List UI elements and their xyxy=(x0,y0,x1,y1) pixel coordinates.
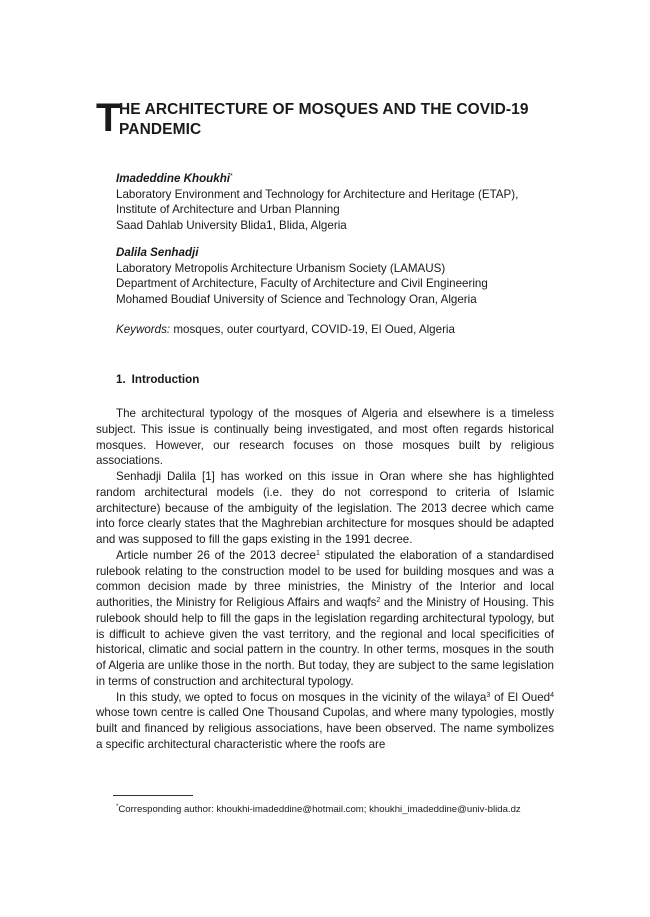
paragraph-4: In this study, we opted to focus on mosques in the vicinity of the wilaya$^3$ of El Oued$^4$ whose town centre is called One Thousand Cupolas, and where many typologies, mostly built and financed by religious associations, have been observed. The name symbolizes a specific architectural characteristic where the roofs are xyxy=(96,690,554,751)
section-title: Introduction xyxy=(131,373,200,386)
affiliation-line: Laboratory Metropolis Architecture Urbanism Society (LAMAUS) xyxy=(116,261,446,275)
affiliation-line: Laboratory Environment and Technology for Architecture and Heritage (ETAP), xyxy=(116,187,519,201)
paper-title xyxy=(96,98,566,140)
footnote xyxy=(116,803,521,816)
section-number: 1. xyxy=(116,373,126,386)
keywords-text: mosques, outer courtyard, COVID-19, El Oued, Algeria xyxy=(173,323,455,336)
author-name: Imadeddine Khoukhi xyxy=(116,172,231,185)
body-text xyxy=(96,406,554,753)
author-block xyxy=(116,171,566,319)
footnote-text: Corresponding author: khoukhi-imadeddine@hotmail.com; khoukhi_imadeddine@univ-blida.dz xyxy=(118,804,521,815)
keywords-label: Keywords: xyxy=(116,323,171,336)
footnote-ref: 1 xyxy=(315,549,320,557)
affiliation-line: Department of Architecture, Faculty of Architecture and Civil Engineering xyxy=(116,277,488,290)
author-2 xyxy=(116,245,566,307)
affiliation-line: Saad Dahlab University Blida1, Blida, Algeria xyxy=(116,218,347,232)
title-drop-cap: T xyxy=(96,96,121,140)
footnote-divider xyxy=(113,795,193,796)
author-1 xyxy=(116,171,566,233)
footnote-ref: 3 xyxy=(486,691,491,699)
affiliation-line: Mohamed Boudiaf University of Science and Technology Oran, Algeria xyxy=(116,292,477,306)
title-text: HE ARCHITECTURE OF MOSQUES AND THE COVID-19 PANDEMIC xyxy=(119,101,529,138)
affiliation-line: Institute of Architecture and Urban Planning xyxy=(116,203,340,216)
paragraph-2: Senhadji Dalila [1] has worked on this issue in Oran where she has highlighted random architectural models (i.e. they do not correspond to criteria of Islamic architecture) because of the ambiguity of the legislation. The 2013 decree which came into force clearly states that the Maghrebian architecture for mosques should be adapted and was supposed to fill the gaps existing in the 1991 decree. xyxy=(96,470,554,546)
corresponding-author-mark: * xyxy=(230,173,233,180)
section-heading xyxy=(116,373,205,386)
keywords-line xyxy=(116,322,455,338)
paragraph-3: Article number 26 of the 2013 decree$^1$ stipulated the elaboration of a standardised rulebook relating to the construction model to be used for building mosques and was a common decision made by three ministries, the Ministry of the Interior and local authorities, the Ministry for Religious Affairs and waqfs$^2$ and the Ministry of Housing. This rulebook should help to fill the gaps in the legislation regarding architectural typology, but is difficult to achieve given the vast territory, and the regional and local specificities of historical, climatic and social pattern in the country. In other terms, mosques in the south of Algeria are unlike those in the north. But today, they are subject to the same legislation in terms of construction and architectural typology. xyxy=(96,548,555,688)
footnote-ref: 4 xyxy=(550,691,554,699)
author-name: Dalila Senhadji xyxy=(116,246,199,259)
footnote-ref: 2 xyxy=(376,597,381,604)
footnote-mark: * xyxy=(116,804,119,810)
paragraph-1: The architectural typology of the mosques of Algeria and elsewhere is a timeless subject. This issue is continually being investigated, and most often regards historical mosques. However, our research focuses on those mosques built by religious associations. xyxy=(96,407,554,468)
